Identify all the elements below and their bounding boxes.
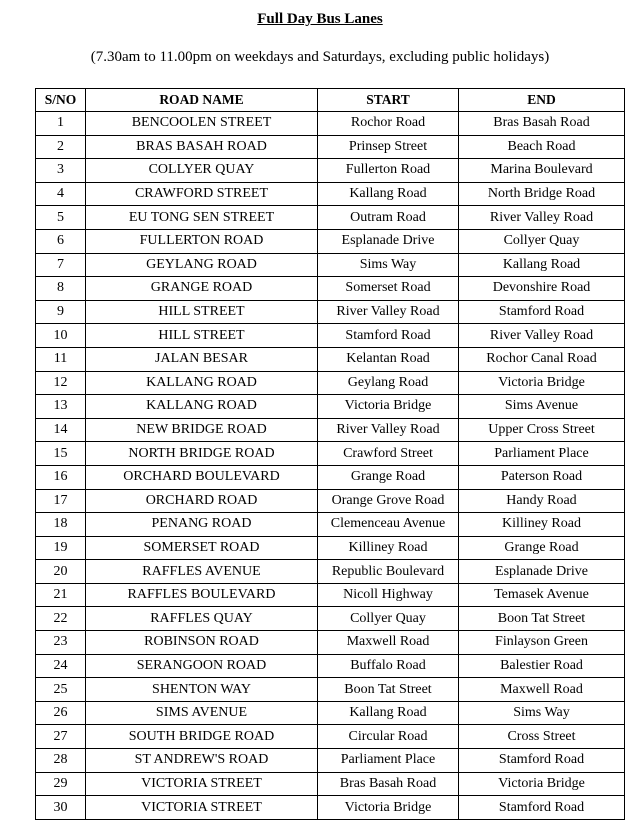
cell-start: Collyer Quay (318, 607, 459, 631)
table-row (36, 536, 625, 560)
cell-sno: 15 (36, 442, 86, 466)
cell-sno: 9 (36, 300, 86, 324)
cell-sno: 11 (36, 347, 86, 371)
cell-road-name: SERANGOON ROAD (86, 654, 318, 678)
table-row (36, 560, 625, 584)
cell-end: North Bridge Road (459, 182, 625, 206)
cell-sno: 26 (36, 701, 86, 725)
cell-end: Stamford Road (459, 749, 625, 773)
cell-end: River Valley Road (459, 206, 625, 230)
cell-sno: 13 (36, 395, 86, 419)
table-row (36, 159, 625, 183)
table-row (36, 112, 625, 136)
document-title: Full Day Bus Lanes (257, 11, 383, 27)
table-row (36, 182, 625, 206)
cell-sno: 30 (36, 796, 86, 820)
cell-start: Sims Way (318, 253, 459, 277)
table-row (36, 347, 625, 371)
document-subtitle: (7.30am to 11.00pm on weekdays and Saturdays, excluding public holidays) (90, 49, 550, 65)
cell-start: Grange Road (318, 465, 459, 489)
cell-sno: 22 (36, 607, 86, 631)
table-row (36, 725, 625, 749)
cell-start: Somerset Road (318, 277, 459, 301)
cell-road-name: NEW BRIDGE ROAD (86, 418, 318, 442)
cell-end: Cross Street (459, 725, 625, 749)
cell-road-name: ST ANDREW'S ROAD (86, 749, 318, 773)
cell-start: Clemenceau Avenue (318, 513, 459, 537)
cell-start: Killiney Road (318, 536, 459, 560)
cell-end: Victoria Bridge (459, 371, 625, 395)
cell-road-name: JALAN BESAR (86, 347, 318, 371)
cell-end: Finlayson Green (459, 631, 625, 655)
cell-start: Maxwell Road (318, 631, 459, 655)
cell-end: Maxwell Road (459, 678, 625, 702)
cell-sno: 23 (36, 631, 86, 655)
cell-road-name: HILL STREET (86, 300, 318, 324)
cell-end: Rochor Canal Road (459, 347, 625, 371)
header-road-name: ROAD NAME (86, 89, 318, 112)
cell-road-name: RAFFLES QUAY (86, 607, 318, 631)
cell-road-name: ROBINSON ROAD (86, 631, 318, 655)
table-row (36, 395, 625, 419)
cell-start: Kallang Road (318, 701, 459, 725)
cell-sno: 3 (36, 159, 86, 183)
table-row (36, 583, 625, 607)
cell-road-name: VICTORIA STREET (86, 796, 318, 820)
cell-start: Victoria Bridge (318, 796, 459, 820)
table-row (36, 796, 625, 820)
cell-road-name: SOUTH BRIDGE ROAD (86, 725, 318, 749)
cell-end: Stamford Road (459, 300, 625, 324)
cell-sno: 27 (36, 725, 86, 749)
cell-road-name: BRAS BASAH ROAD (86, 135, 318, 159)
cell-start: Buffalo Road (318, 654, 459, 678)
cell-sno: 10 (36, 324, 86, 348)
table-row (36, 701, 625, 725)
cell-road-name: GRANGE ROAD (86, 277, 318, 301)
table-row (36, 206, 625, 230)
table-row (36, 418, 625, 442)
cell-road-name: SOMERSET ROAD (86, 536, 318, 560)
cell-start: Bras Basah Road (318, 772, 459, 796)
cell-start: Stamford Road (318, 324, 459, 348)
cell-end: Stamford Road (459, 796, 625, 820)
cell-start: River Valley Road (318, 300, 459, 324)
cell-start: Geylang Road (318, 371, 459, 395)
cell-sno: 16 (36, 465, 86, 489)
cell-start: Kelantan Road (318, 347, 459, 371)
cell-road-name: CRAWFORD STREET (86, 182, 318, 206)
cell-end: Upper Cross Street (459, 418, 625, 442)
cell-end: Bras Basah Road (459, 112, 625, 136)
table-row (36, 772, 625, 796)
cell-start: Fullerton Road (318, 159, 459, 183)
cell-sno: 6 (36, 229, 86, 253)
table-row (36, 489, 625, 513)
table-header-row (36, 89, 625, 112)
table-row (36, 465, 625, 489)
cell-start: Outram Road (318, 206, 459, 230)
bus-lanes-table (35, 88, 625, 820)
cell-end: Boon Tat Street (459, 607, 625, 631)
cell-end: River Valley Road (459, 324, 625, 348)
cell-end: Paterson Road (459, 465, 625, 489)
cell-end: Victoria Bridge (459, 772, 625, 796)
table-row (36, 654, 625, 678)
table-row (36, 253, 625, 277)
cell-road-name: GEYLANG ROAD (86, 253, 318, 277)
cell-road-name: EU TONG SEN STREET (86, 206, 318, 230)
table-row (36, 749, 625, 773)
cell-start: Republic Boulevard (318, 560, 459, 584)
cell-end: Collyer Quay (459, 229, 625, 253)
cell-start: Prinsep Street (318, 135, 459, 159)
cell-road-name: KALLANG ROAD (86, 371, 318, 395)
table-row (36, 229, 625, 253)
table-row (36, 135, 625, 159)
cell-end: Parliament Place (459, 442, 625, 466)
cell-start: Nicoll Highway (318, 583, 459, 607)
table-row (36, 678, 625, 702)
cell-sno: 24 (36, 654, 86, 678)
cell-end: Marina Boulevard (459, 159, 625, 183)
cell-sno: 1 (36, 112, 86, 136)
cell-sno: 28 (36, 749, 86, 773)
cell-road-name: RAFFLES AVENUE (86, 560, 318, 584)
cell-end: Killiney Road (459, 513, 625, 537)
cell-end: Beach Road (459, 135, 625, 159)
cell-road-name: KALLANG ROAD (86, 395, 318, 419)
cell-road-name: BENCOOLEN STREET (86, 112, 318, 136)
cell-start: River Valley Road (318, 418, 459, 442)
cell-road-name: RAFFLES BOULEVARD (86, 583, 318, 607)
cell-sno: 19 (36, 536, 86, 560)
cell-start: Crawford Street (318, 442, 459, 466)
cell-start: Boon Tat Street (318, 678, 459, 702)
cell-road-name: FULLERTON ROAD (86, 229, 318, 253)
cell-sno: 4 (36, 182, 86, 206)
header-end: END (459, 89, 625, 112)
cell-end: Sims Way (459, 701, 625, 725)
cell-road-name: COLLYER QUAY (86, 159, 318, 183)
cell-sno: 20 (36, 560, 86, 584)
cell-road-name: SHENTON WAY (86, 678, 318, 702)
cell-start: Victoria Bridge (318, 395, 459, 419)
table-row (36, 513, 625, 537)
cell-start: Rochor Road (318, 112, 459, 136)
table-row (36, 371, 625, 395)
table-row (36, 300, 625, 324)
cell-sno: 18 (36, 513, 86, 537)
cell-road-name: HILL STREET (86, 324, 318, 348)
cell-road-name: ORCHARD BOULEVARD (86, 465, 318, 489)
header-sno: S/NO (36, 89, 86, 112)
cell-start: Parliament Place (318, 749, 459, 773)
table-row (36, 631, 625, 655)
table-row (36, 277, 625, 301)
cell-road-name: ORCHARD ROAD (86, 489, 318, 513)
header-start: START (318, 89, 459, 112)
cell-end: Esplanade Drive (459, 560, 625, 584)
cell-road-name: PENANG ROAD (86, 513, 318, 537)
cell-start: Kallang Road (318, 182, 459, 206)
cell-sno: 25 (36, 678, 86, 702)
cell-sno: 12 (36, 371, 86, 395)
cell-end: Grange Road (459, 536, 625, 560)
cell-road-name: VICTORIA STREET (86, 772, 318, 796)
table-row (36, 607, 625, 631)
cell-end: Handy Road (459, 489, 625, 513)
cell-end: Balestier Road (459, 654, 625, 678)
cell-sno: 14 (36, 418, 86, 442)
cell-road-name: SIMS AVENUE (86, 701, 318, 725)
cell-start: Orange Grove Road (318, 489, 459, 513)
table-row (36, 442, 625, 466)
cell-end: Devonshire Road (459, 277, 625, 301)
cell-sno: 29 (36, 772, 86, 796)
cell-sno: 21 (36, 583, 86, 607)
cell-sno: 5 (36, 206, 86, 230)
cell-end: Temasek Avenue (459, 583, 625, 607)
cell-start: Circular Road (318, 725, 459, 749)
cell-sno: 8 (36, 277, 86, 301)
cell-sno: 2 (36, 135, 86, 159)
cell-sno: 17 (36, 489, 86, 513)
cell-start: Esplanade Drive (318, 229, 459, 253)
cell-end: Kallang Road (459, 253, 625, 277)
table-row (36, 324, 625, 348)
cell-road-name: NORTH BRIDGE ROAD (86, 442, 318, 466)
cell-end: Sims Avenue (459, 395, 625, 419)
cell-sno: 7 (36, 253, 86, 277)
